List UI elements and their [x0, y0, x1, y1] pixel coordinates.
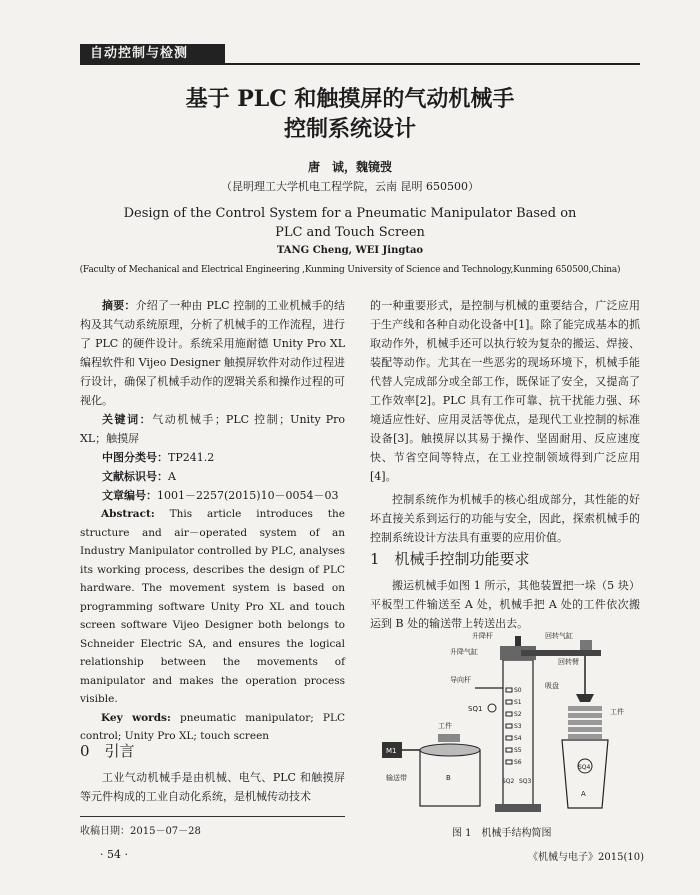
suction-cup: [576, 694, 594, 702]
label-b: B: [446, 774, 451, 782]
abstract-en-label: Abstract:: [101, 508, 155, 520]
clc-label: 中图分类号：: [102, 451, 168, 464]
column-base: [495, 804, 541, 812]
label-m1: M1: [386, 747, 397, 755]
lift-rod: [515, 636, 521, 646]
column-body: [503, 660, 533, 808]
abstract-cn: [80, 296, 345, 410]
label-sq2: SQ2: [502, 778, 515, 785]
left-column: [80, 296, 345, 746]
label-rot-cyl: 回转气缸: [545, 632, 573, 640]
journal-name: 《机械与电子》2015(10): [528, 852, 644, 863]
clc-text: TP241.2: [168, 451, 215, 464]
workpiece-left: [438, 734, 460, 742]
right-column: [370, 296, 640, 547]
label-cup: 吸盘: [545, 682, 559, 690]
article-number: [80, 486, 345, 505]
label-a: A: [581, 790, 586, 798]
label-lift-rod: 升降杆: [472, 632, 493, 640]
section1-heading: 1 机械手控制功能要求: [370, 550, 530, 568]
manipulator-diagram: [380, 630, 640, 820]
keywords-cn: [80, 410, 345, 448]
label-s1: S1: [514, 699, 522, 706]
rotary-arm: [521, 650, 601, 656]
label-sq1: SQ1: [468, 705, 483, 713]
doc-text: A: [168, 470, 176, 483]
affiliation-en: (Faculty of Mechanical and Electrical Engineering ,Kunming University of Science and Technology,Kunming 650500,China): [79, 265, 621, 275]
title-en-line2: PLC and Touch Screen: [275, 225, 425, 240]
doc-label: 文献标识号：: [102, 470, 168, 483]
abstract-en-text: This article introduces the structure and air－operated system of an Industry Manipulator controlled by PLC, analyses its working process, describes the design of PLC hardware. The movement system is based on programming software Unity Pro XL and touch screen software Vijeo Designer both belongs to Schneider Electric SA, and ensures the logical relationship between the movements of manipulator and makes the operation process visible.: [80, 508, 345, 705]
banner-rule: [80, 63, 640, 65]
article-text: 1001－2257(2015)10－0054－03: [157, 489, 339, 502]
title-cn-line2: 控制系统设计: [283, 116, 416, 142]
received-date: 收稿日期：2015－07－28: [80, 826, 201, 837]
label-work-l: 工件: [438, 722, 452, 730]
label-s2: S2: [514, 711, 522, 718]
label-s0: S0: [514, 687, 522, 694]
label-s6: S6: [514, 759, 522, 766]
label-sq3: SQ3: [519, 778, 532, 785]
label-rot-arm: 回转臂: [558, 658, 579, 666]
label-lift-cyl: 升降气缸: [450, 648, 478, 656]
conveyor-belt: [420, 744, 480, 756]
intro-para2: 控制系统作为机械手的核心组成部分，其性能的好坏直接关系到运行的功能与安全，因此，探索机械手的控制系统设计方法具有重要的应用价值。: [370, 493, 640, 544]
keywords-text: 气动机械手；PLC 控制；Unity Pro XL；触摸屏: [80, 413, 346, 445]
title-cn-line1: 基于 PLC 和触摸屏的气动机械手: [185, 86, 515, 112]
label-s4: S4: [514, 735, 522, 742]
section1-text: 搬运机械手如图 1 所示，其他装置把一垛（5 块）平板型工件输送至 A 处，机械手把 A 处的工件依次搬运到 B 处的输送带上转送出去。: [370, 579, 640, 630]
label-belt: 输送带: [386, 774, 407, 782]
footnote-rule: [80, 816, 345, 817]
section-banner: 自动控制与检测: [80, 44, 225, 64]
rotary-cylinder: [580, 640, 592, 650]
label-work-r: 工件: [610, 708, 624, 716]
article-label: 文章编号：: [102, 489, 157, 502]
abstract-text: 介绍了一种由 PLC 控制的工业机械手的结构及其气动系统原理，分析了机械手的工作流程，进行了 PLC 的硬件设计。系统采用施耐德 Unity Pro XL 编程软件和 Vijeo Designer 触摸屏软件对动作过程进行设计，确保了机械手动作的逻辑关系和操作过程的可视化。: [80, 299, 346, 407]
figure-caption: 图 1 机械手结构简图: [452, 828, 552, 839]
abstract-label: 摘要：: [102, 299, 136, 312]
authors-cn: 唐 诚，魏镜弢: [307, 160, 392, 174]
keywords-label: 关键词：: [102, 413, 153, 426]
authors-en: TANG Cheng, WEI Jingtao: [276, 245, 424, 256]
affiliation-cn: （昆明理工大学机电工程学院，云南 昆明 650500）: [221, 180, 479, 193]
label-s3: S3: [514, 723, 522, 730]
keywords-en-text: pneumatic manipulator; PLC control; Unity Pro XL; touch screen: [80, 711, 345, 742]
keywords-en-label: Key words:: [101, 711, 171, 724]
doc-code: [80, 467, 345, 486]
label-sq4: SQ4: [578, 764, 591, 771]
page-number: · 54 ·: [100, 848, 128, 861]
section0-heading: 0 引言: [80, 742, 135, 760]
label-guide: 导向杆: [450, 676, 471, 684]
section0-text: 工业气动机械手是由机械、电气、PLC 和触摸屏等元件构成的工业自动化系统，是机械传动技术: [80, 771, 345, 803]
abstract-en: [80, 505, 345, 709]
intro-para1: 的一种重要形式，是控制与机械的重要结合，广泛应用于生产线和各种自动化设备中[1]。除了能完成基本的抓取动作外，机械手还可以执行较为复杂的搬运、焊接、装配等动作。尤其在一些恶劣的现场环境下，机械手能代替人完成部分或全部工作，既保证了安全，又提高了工作效率[2]。PLC 具有工作可靠、抗干扰能力强、环境适应性好、应用灵活等优点，是现代工业控制的标准设备[3]。触摸屏以其易于操作、坚固耐用、反应速度快、节省空间等特点，在工业控制领域得到广泛应用[4]。: [370, 299, 640, 483]
clc-number: [80, 448, 345, 467]
title-en-line1: Design of the Control System for a Pneumatic Manipulator Based on: [123, 206, 577, 221]
label-s5: S5: [514, 747, 522, 754]
